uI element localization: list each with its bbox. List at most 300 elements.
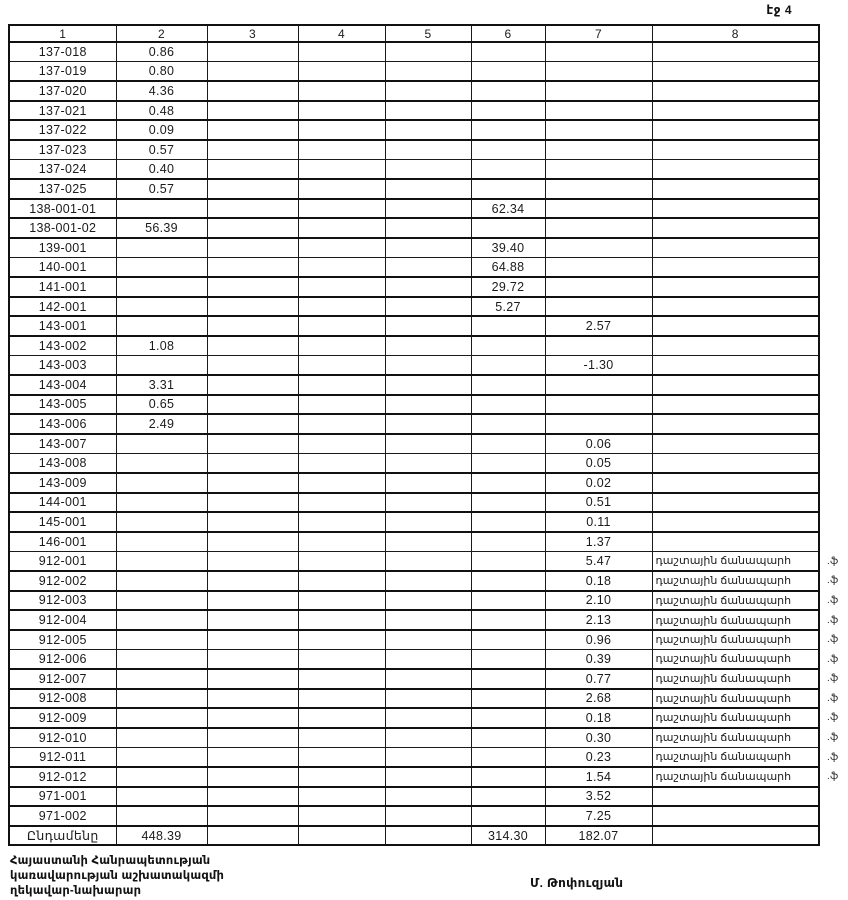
value-cell [207,258,298,278]
value-cell [652,62,819,82]
value-cell: 5.47 [545,551,652,571]
margin-mark [819,199,848,219]
value-cell [207,826,298,846]
value-cell [298,473,385,493]
value-cell [652,199,819,219]
value-cell: 1.54 [545,767,652,787]
value-cell: 2.57 [545,316,652,336]
value-cell [207,610,298,630]
code-cell: 137-019 [9,62,116,82]
value-cell: դաշտային ճանապարհ [652,649,819,669]
code-cell: 143-006 [9,414,116,434]
value-cell: դաշտային ճանապարհ [652,630,819,650]
table-row [9,767,848,787]
value-cell [385,532,471,552]
value-cell [385,434,471,454]
value-cell [298,101,385,121]
value-cell [652,826,819,846]
value-cell [385,747,471,767]
margin-mark [819,787,848,807]
value-cell [207,453,298,473]
value-cell [298,81,385,101]
margin-mark [819,336,848,356]
value-cell [116,767,207,787]
value-cell [207,179,298,199]
margin-mark: .ֆ [827,555,839,567]
value-cell [207,591,298,611]
code-cell: 912-011 [9,747,116,767]
table-row [9,258,848,278]
margin-mark: .ֆ [827,673,839,685]
value-cell [298,708,385,728]
code-cell: 912-001 [9,551,116,571]
value-cell: 0.18 [545,571,652,591]
margin-mark [819,277,848,297]
margin-mark [819,512,848,532]
code-cell: 141-001 [9,277,116,297]
value-cell [545,297,652,317]
value-cell [298,767,385,787]
value-cell [116,316,207,336]
value-cell [116,728,207,748]
value-cell [652,414,819,434]
value-cell [207,120,298,140]
value-cell [471,414,545,434]
table-row [9,218,848,238]
value-cell [385,630,471,650]
value-cell [116,610,207,630]
value-cell [471,610,545,630]
value-cell [471,336,545,356]
value-cell: 0.23 [545,747,652,767]
value-cell: դաշտային ճանապարհ [652,767,819,787]
value-cell [207,728,298,748]
margin-mark [819,453,848,473]
table-row [9,434,848,454]
value-cell [385,591,471,611]
table-row [9,689,848,709]
value-cell [116,708,207,728]
margin-mark [819,414,848,434]
value-cell [298,669,385,689]
value-cell [207,512,298,532]
value-cell [298,806,385,826]
margin-mark [819,101,848,121]
table-row [9,747,848,767]
value-cell [298,62,385,82]
value-cell [298,218,385,238]
value-cell [207,708,298,728]
value-cell [545,218,652,238]
value-cell [471,806,545,826]
value-cell [652,277,819,297]
value-cell [545,140,652,160]
value-cell [545,375,652,395]
value-cell [298,649,385,669]
value-cell [385,120,471,140]
value-cell: 1.37 [545,532,652,552]
value-cell [207,218,298,238]
value-cell [652,238,819,258]
value-cell [652,120,819,140]
code-cell: 143-008 [9,453,116,473]
value-cell [545,199,652,219]
value-cell [385,81,471,101]
value-cell [385,787,471,807]
value-cell [298,258,385,278]
value-cell [471,101,545,121]
value-cell: 0.06 [545,434,652,454]
footer-line-2: կառավարության աշխատակազմի [10,869,225,882]
signature-name: Մ. Թոփուզյան [530,876,624,890]
margin-mark [819,42,848,62]
value-cell: 0.96 [545,630,652,650]
value-cell: 0.11 [545,512,652,532]
value-cell: 0.77 [545,669,652,689]
margin-mark [819,806,848,826]
value-cell [652,473,819,493]
value-cell [298,630,385,650]
table-row [9,453,848,473]
value-cell [471,434,545,454]
value-cell: դաշտային ճանապարհ [652,689,819,709]
margin-mark: .ֆ [827,575,839,587]
value-cell [652,218,819,238]
value-cell: դաշտային ճանապարհ [652,591,819,611]
margin-mark [819,258,848,278]
value-cell [471,453,545,473]
footer-title [10,854,224,899]
value-cell [116,199,207,219]
value-cell: 0.57 [116,179,207,199]
value-cell: 0.30 [545,728,652,748]
value-cell [385,395,471,415]
value-cell [652,806,819,826]
value-cell [116,551,207,571]
value-cell [385,277,471,297]
value-cell [116,689,207,709]
value-cell [471,649,545,669]
value-cell: 2.68 [545,689,652,709]
value-cell [471,473,545,493]
code-cell: 137-023 [9,140,116,160]
value-cell: դաշտային ճանապարհ [652,747,819,767]
value-cell [298,277,385,297]
table-row [9,179,848,199]
value-cell: 0.80 [116,62,207,82]
value-cell [207,669,298,689]
value-cell: 29.72 [471,277,545,297]
value-cell [207,493,298,513]
margin-mark: .ֆ [827,751,839,763]
value-cell: դաշտային ճանապարհ [652,571,819,591]
table-row [9,551,848,571]
value-cell [545,179,652,199]
value-cell [545,160,652,180]
value-cell [652,787,819,807]
value-cell: 7.25 [545,806,652,826]
value-cell: դաշտային ճանապարհ [652,551,819,571]
value-cell [652,493,819,513]
table-row [9,414,848,434]
value-cell [652,512,819,532]
value-cell [471,62,545,82]
value-cell: 0.65 [116,395,207,415]
value-cell [385,669,471,689]
value-cell: 3.31 [116,375,207,395]
value-cell [545,258,652,278]
value-cell [298,689,385,709]
margin-mark: .ֆ [827,594,839,606]
table-row [9,571,848,591]
column-header-1: 1 [9,25,116,42]
value-cell [116,532,207,552]
value-cell [298,160,385,180]
margin-mark: .ֆ [827,614,839,626]
table-row [9,473,848,493]
code-cell: 912-003 [9,591,116,611]
value-cell: 448.39 [116,826,207,846]
value-cell [207,747,298,767]
value-cell [652,140,819,160]
margin-mark [819,81,848,101]
value-cell: 0.39 [545,649,652,669]
margin-mark [819,473,848,493]
value-cell: 4.36 [116,81,207,101]
value-cell [298,610,385,630]
value-cell [207,81,298,101]
value-cell [385,571,471,591]
value-cell [385,140,471,160]
value-cell [652,81,819,101]
value-cell [298,532,385,552]
column-header-8: 8 [652,25,819,42]
value-cell [116,669,207,689]
value-cell [116,747,207,767]
value-cell [471,218,545,238]
code-cell: 137-020 [9,81,116,101]
value-cell: 0.48 [116,101,207,121]
value-cell [385,316,471,336]
value-cell [471,356,545,376]
value-cell: 39.40 [471,238,545,258]
value-cell [207,571,298,591]
value-cell [207,414,298,434]
table-row [9,81,848,101]
value-cell: դաշտային ճանապարհ [652,728,819,748]
value-cell: 5.27 [471,297,545,317]
value-cell [298,591,385,611]
margin-mark: .ֆ [827,634,839,646]
column-header-2: 2 [116,25,207,42]
table-row [9,669,848,689]
code-cell: 137-018 [9,42,116,62]
value-cell [385,728,471,748]
value-cell: 0.40 [116,160,207,180]
value-cell [298,336,385,356]
value-cell [298,120,385,140]
value-cell: 0.57 [116,140,207,160]
page-number: էջ 4 [766,3,792,17]
value-cell [207,356,298,376]
value-cell [207,199,298,219]
value-cell [545,81,652,101]
value-cell: 2.10 [545,591,652,611]
margin-mark [819,140,848,160]
value-cell [385,649,471,669]
value-cell [471,160,545,180]
table-row [9,199,848,219]
margin-mark: .ֆ [827,771,839,783]
value-cell [471,551,545,571]
table-row [9,395,848,415]
value-cell [207,473,298,493]
table-row [9,806,848,826]
value-cell [298,512,385,532]
value-cell [298,238,385,258]
value-cell [298,179,385,199]
value-cell [116,806,207,826]
value-cell [385,826,471,846]
value-cell [116,571,207,591]
value-cell [385,453,471,473]
value-cell [385,160,471,180]
table-row [9,120,848,140]
value-cell [652,375,819,395]
margin-mark [819,179,848,199]
code-cell: 912-004 [9,610,116,630]
value-cell [471,708,545,728]
total-row [9,826,848,846]
value-cell [471,120,545,140]
table-row [9,708,848,728]
code-cell: 971-002 [9,806,116,826]
value-cell: 182.07 [545,826,652,846]
code-cell: 137-021 [9,101,116,121]
value-cell: 0.86 [116,42,207,62]
code-cell: 139-001 [9,238,116,258]
margin-mark [819,826,848,846]
value-cell: դաշտային ճանապարհ [652,708,819,728]
value-cell [545,120,652,140]
value-cell [471,42,545,62]
value-cell [471,493,545,513]
code-cell: 912-007 [9,669,116,689]
code-cell: 912-009 [9,708,116,728]
value-cell [116,591,207,611]
value-cell: դաշտային ճանապարհ [652,610,819,630]
value-cell [116,434,207,454]
margin-mark: .ֆ [827,712,839,724]
value-cell [471,728,545,748]
value-cell [471,767,545,787]
value-cell [652,356,819,376]
value-cell [385,414,471,434]
value-cell [116,512,207,532]
value-cell: 64.88 [471,258,545,278]
value-cell [652,297,819,317]
value-cell [471,316,545,336]
table-row [9,316,848,336]
table-row [9,356,848,376]
value-cell [207,238,298,258]
value-cell [545,238,652,258]
value-cell [652,316,819,336]
value-cell [385,336,471,356]
value-cell [298,199,385,219]
value-cell [385,512,471,532]
value-cell [652,395,819,415]
margin-mark: .ֆ [827,732,839,744]
margin-mark [819,120,848,140]
column-header-6: 6 [471,25,545,42]
value-cell [545,414,652,434]
value-cell [298,356,385,376]
value-cell [298,395,385,415]
margin-mark [819,160,848,180]
code-cell: 912-010 [9,728,116,748]
margin-mark [819,316,848,336]
value-cell: 2.49 [116,414,207,434]
column-header-3: 3 [207,25,298,42]
value-cell [116,453,207,473]
value-cell [116,277,207,297]
value-cell [385,297,471,317]
value-cell [207,336,298,356]
value-cell [545,277,652,297]
value-cell [385,258,471,278]
table-row [9,277,848,297]
code-cell: 912-006 [9,649,116,669]
code-cell: 140-001 [9,258,116,278]
code-cell: 912-002 [9,571,116,591]
value-cell [298,493,385,513]
value-cell [471,630,545,650]
value-cell [116,238,207,258]
value-cell [298,787,385,807]
value-cell [652,258,819,278]
code-cell: 138-001-02 [9,218,116,238]
value-cell [207,551,298,571]
code-cell: 912-005 [9,630,116,650]
value-cell [207,101,298,121]
value-cell [298,297,385,317]
code-cell: 143-004 [9,375,116,395]
margin-mark [819,297,848,317]
value-cell: 56.39 [116,218,207,238]
table-row [9,160,848,180]
code-cell: 137-025 [9,179,116,199]
value-cell [385,218,471,238]
value-cell [545,62,652,82]
margin-mark [819,62,848,82]
value-cell [385,708,471,728]
column-header-7: 7 [545,25,652,42]
value-cell [652,453,819,473]
value-cell: 0.05 [545,453,652,473]
table-row [9,375,848,395]
value-cell [385,689,471,709]
table-row [9,610,848,630]
value-cell [545,336,652,356]
table-row [9,649,848,669]
value-cell: 0.51 [545,493,652,513]
code-cell: 143-005 [9,395,116,415]
code-cell: 144-001 [9,493,116,513]
value-cell [207,767,298,787]
value-cell [298,453,385,473]
value-cell: 62.34 [471,199,545,219]
